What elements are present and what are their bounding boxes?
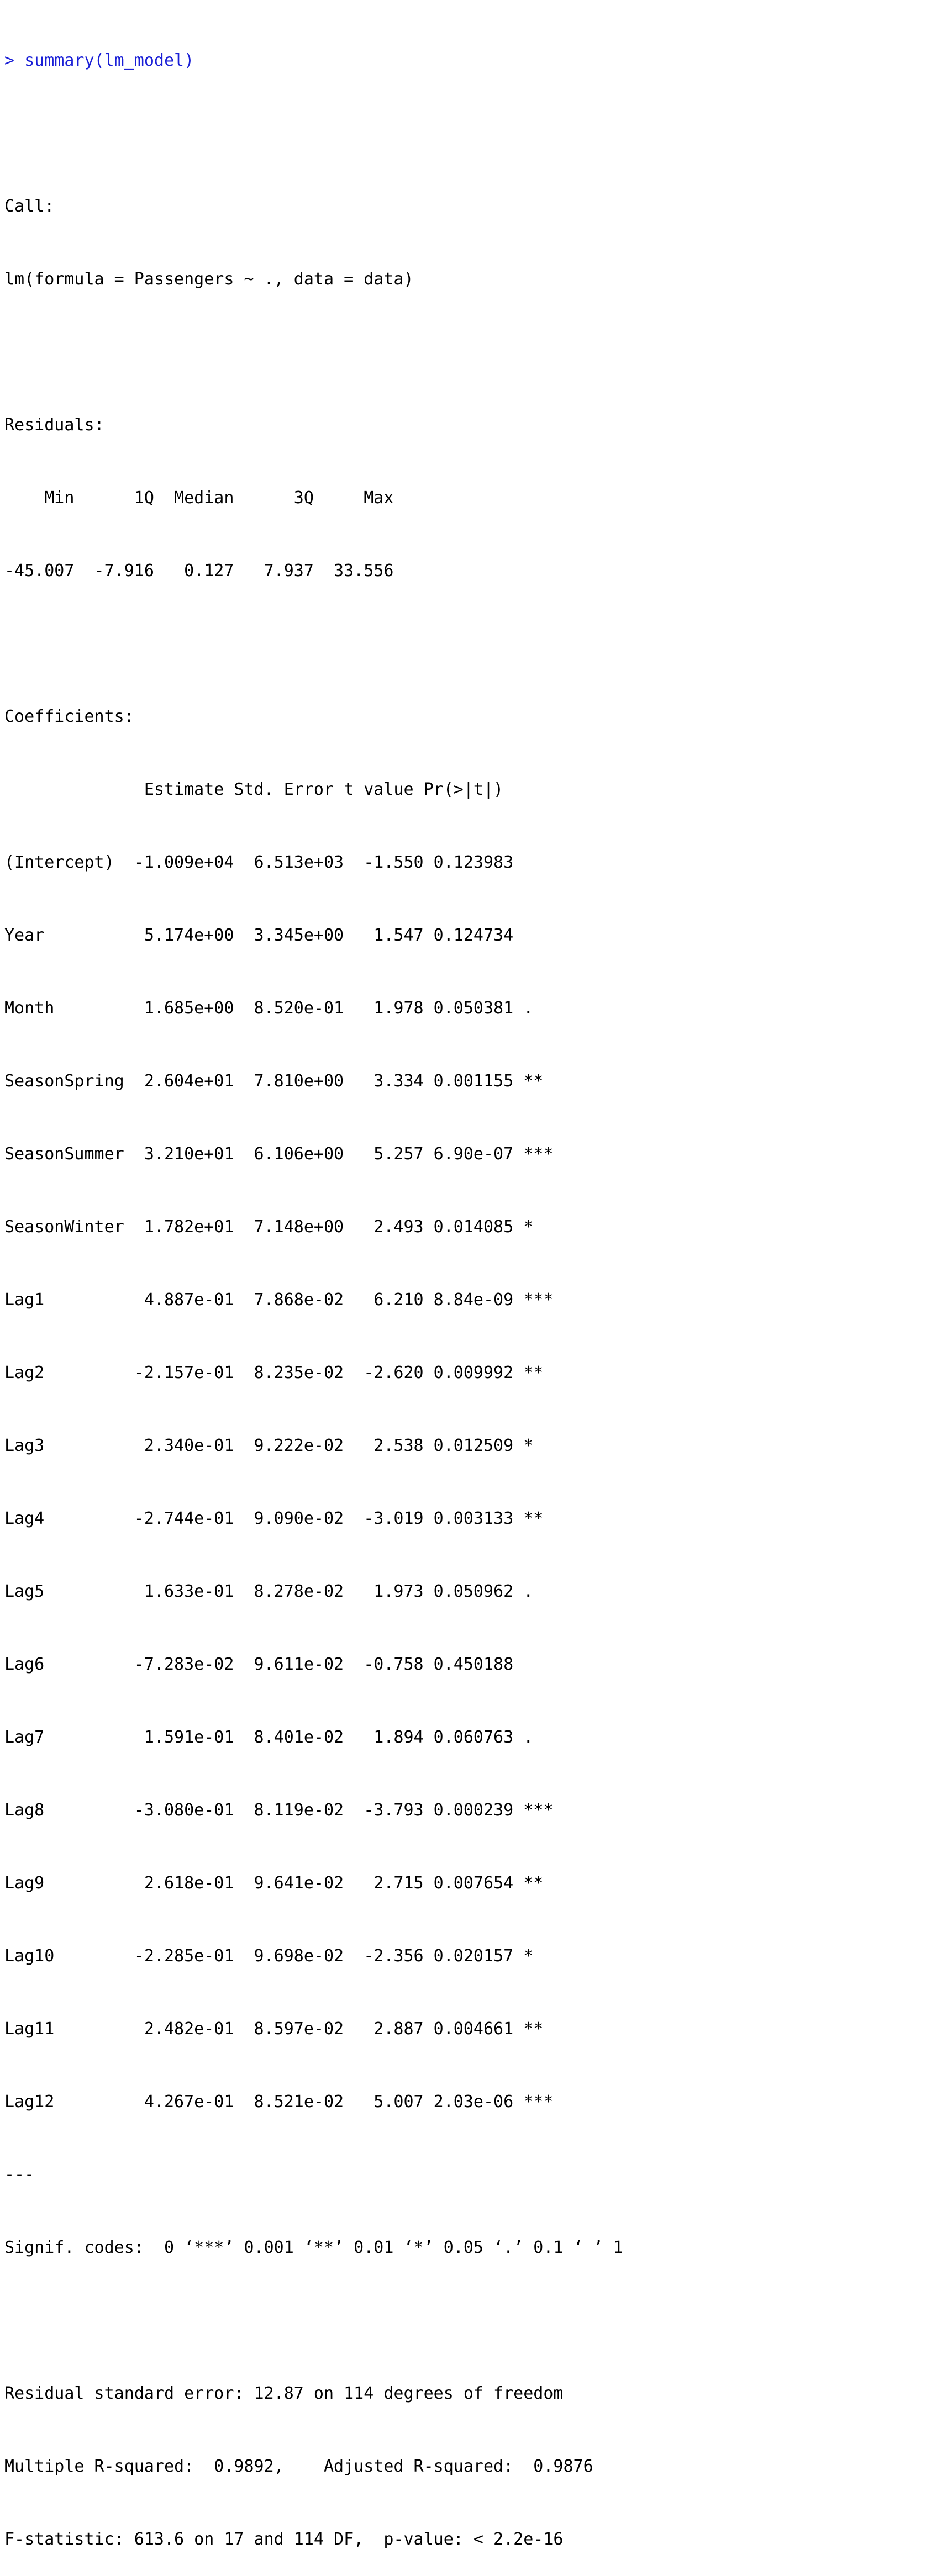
coef-row-season-winter: SeasonWinter 1.782e+01 7.148e+00 2.493 0.014085 * bbox=[4, 1217, 554, 1237]
coef-row-lag1: Lag1 4.887e-01 7.868e-02 6.210 8.84e-09 *** bbox=[4, 1290, 554, 1310]
f-statistic-line: F-statistic: 613.6 on 17 and 114 DF, p-value: < 2.2e-16 bbox=[4, 2530, 564, 2549]
coef-row-lag12: Lag12 4.267e-01 8.521e-02 5.007 2.03e-06 *** bbox=[4, 2092, 554, 2112]
blank-line bbox=[4, 340, 922, 365]
coef-row-lag6: Lag6 -7.283e-02 9.611e-02 -0.758 0.450188 bbox=[4, 1655, 554, 1674]
coef-row-season-summer: SeasonSummer 3.210e+01 6.106e+00 5.257 6.90e-07 *** bbox=[4, 1144, 554, 1164]
coef-row-lag9: Lag9 2.618e-01 9.641e-02 2.715 0.007654 ** bbox=[4, 1873, 554, 1893]
signif-codes-line: Signif. codes: 0 ‘***’ 0.001 ‘**’ 0.01 ‘*’ 0.05 ‘.’ 0.1 ‘ ’ 1 bbox=[4, 2238, 623, 2257]
coef-row-lag8: Lag8 -3.080e-01 8.119e-02 -3.793 0.000239 *** bbox=[4, 1801, 554, 1820]
r-console-output bbox=[4, 0, 922, 2576]
coef-row-lag7: Lag7 1.591e-01 8.401e-02 1.894 0.060763 . bbox=[4, 1728, 554, 1747]
r-squared-line: Multiple R-squared: 0.9892, Adjusted R-squared: 0.9876 bbox=[4, 2457, 603, 2476]
coef-row-lag10: Lag10 -2.285e-01 9.698e-02 -2.356 0.020157 * bbox=[4, 1946, 554, 1966]
call-heading: Call: bbox=[4, 197, 55, 216]
coef-row-lag11: Lag11 2.482e-01 8.597e-02 2.887 0.004661 ** bbox=[4, 2019, 554, 2039]
coefficients-header: Estimate Std. Error t value Pr(>|t|) bbox=[4, 780, 544, 799]
coefficients-heading: Coefficients: bbox=[4, 707, 134, 726]
coef-row-season-spring: SeasonSpring 2.604e+01 7.810e+00 3.334 0.001155 ** bbox=[4, 1071, 554, 1091]
coef-row-lag3: Lag3 2.340e-01 9.222e-02 2.538 0.012509 * bbox=[4, 1436, 554, 1455]
blank-line bbox=[4, 122, 922, 146]
residuals-heading: Residuals: bbox=[4, 415, 104, 435]
separator-line: --- bbox=[4, 2165, 35, 2184]
call-formula: lm(formula = Passengers ~ ., data = data) bbox=[4, 270, 414, 289]
residuals-header: Min 1Q Median 3Q Max bbox=[4, 488, 404, 508]
command-line[interactable] bbox=[4, 49, 922, 73]
command-text: summary(lm_model) bbox=[24, 51, 194, 70]
coef-row-intercept: (Intercept) -1.009e+04 6.513e+03 -1.550 0.123983 bbox=[4, 853, 554, 872]
coef-row-lag2: Lag2 -2.157e-01 8.235e-02 -2.620 0.009992 ** bbox=[4, 1363, 554, 1382]
residual-standard-error: Residual standard error: 12.87 on 114 degrees of freedom bbox=[4, 2384, 564, 2403]
coef-row-lag4: Lag4 -2.744e-01 9.090e-02 -3.019 0.003133 ** bbox=[4, 1509, 554, 1528]
coef-row-lag5: Lag5 1.633e-01 8.278e-02 1.973 0.050962 . bbox=[4, 1582, 554, 1601]
blank-line bbox=[4, 632, 922, 656]
prompt-symbol: > bbox=[4, 51, 15, 70]
residuals-values: -45.007 -7.916 0.127 7.937 33.556 bbox=[4, 561, 404, 580]
coef-row-month: Month 1.685e+00 8.520e-01 1.978 0.050381 . bbox=[4, 999, 554, 1018]
blank-line bbox=[4, 2309, 922, 2333]
coef-row-year: Year 5.174e+00 3.345e+00 1.547 0.124734 bbox=[4, 926, 554, 945]
